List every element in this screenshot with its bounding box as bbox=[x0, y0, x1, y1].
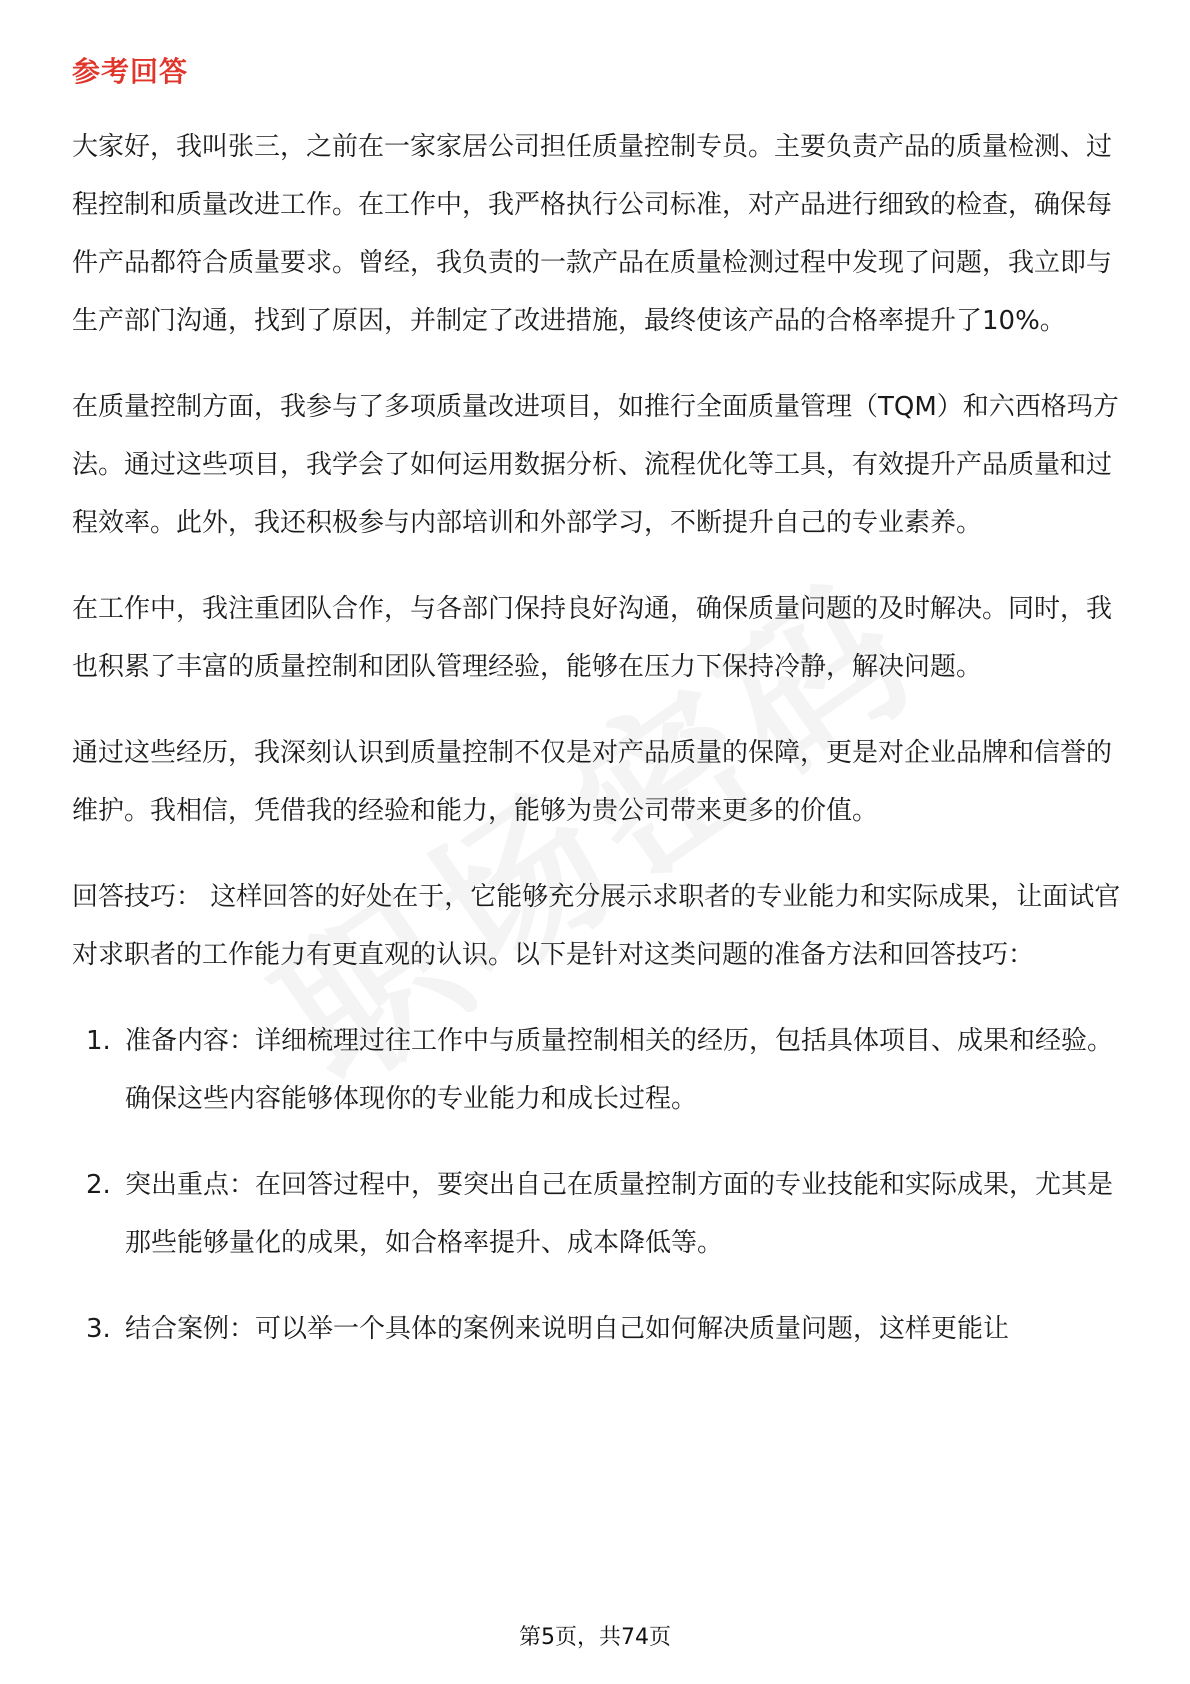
list-item bbox=[72, 1012, 1122, 1128]
list-item-text: 准备内容：详细梳理过往工作中与质量控制相关的经历，包括具体项目、成果和经验。确保这些内容能够体现你的专业能力和成长过程。 bbox=[125, 1026, 1114, 1114]
document-body bbox=[72, 118, 1122, 1386]
paragraph-conclusion: 通过这些经历，我深刻认识到质量控制不仅是对产品质量的保障，更是对企业品牌和信誉的维护。我相信，凭借我的经验和能力，能够为贵公司带来更多的价值。 bbox=[72, 738, 1113, 826]
list-item-number: 2. bbox=[86, 1170, 111, 1200]
list-item bbox=[72, 1156, 1122, 1272]
paragraph-teamwork: 在工作中，我注重团队合作，与各部门保持良好沟通，确保质量问题的及时解决。同时，我也积累了丰富的质量控制和团队管理经验，能够在压力下保持冷静，解决问题。 bbox=[72, 594, 1113, 682]
paragraph-quality-projects: 在质量控制方面，我参与了多项质量改进项目，如推行全面质量管理（TQM）和六西格玛方法。通过这些项目，我学会了如何运用数据分析、流程优化等工具，有效提升产品质量和过程效率。此外，我还积极参与内部培训和外部学习，不断提升自己的专业素养。 bbox=[72, 392, 1119, 538]
list-item-number: 1. bbox=[86, 1026, 111, 1056]
paragraph-answer-tips: 回答技巧： 这样回答的好处在于，它能够充分展示求职者的专业能力和实际成果，让面试官对求职者的工作能力有更直观的认识。以下是针对这类问题的准备方法和回答技巧： bbox=[72, 882, 1121, 970]
list-item-number: 3. bbox=[86, 1314, 111, 1344]
tips-list bbox=[72, 1012, 1122, 1358]
paragraph-intro: 大家好，我叫张三，之前在一家家居公司担任质量控制专员。主要负责产品的质量检测、过程控制和质量改进工作。在工作中，我严格执行公司标准，对产品进行细致的检查，确保每件产品都符合质量要求。曾经，我负责的一款产品在质量检测过程中发现了问题，我立即与生产部门沟通，找到了原因，并制定了改进措施，最终使该产品的合格率提升了10%。 bbox=[72, 132, 1113, 336]
page-number-footer: 第5页，共74页 bbox=[519, 1625, 671, 1650]
section-heading: 参考回答 bbox=[72, 55, 189, 88]
list-item bbox=[72, 1300, 1122, 1358]
list-item-text: 结合案例：可以举一个具体的案例来说明自己如何解决质量问题，这样更能让 bbox=[125, 1314, 1010, 1344]
list-item-text: 突出重点：在回答过程中，要突出自己在质量控制方面的专业技能和实际成果，尤其是那些能够量化的成果，如合格率提升、成本降低等。 bbox=[125, 1170, 1114, 1258]
